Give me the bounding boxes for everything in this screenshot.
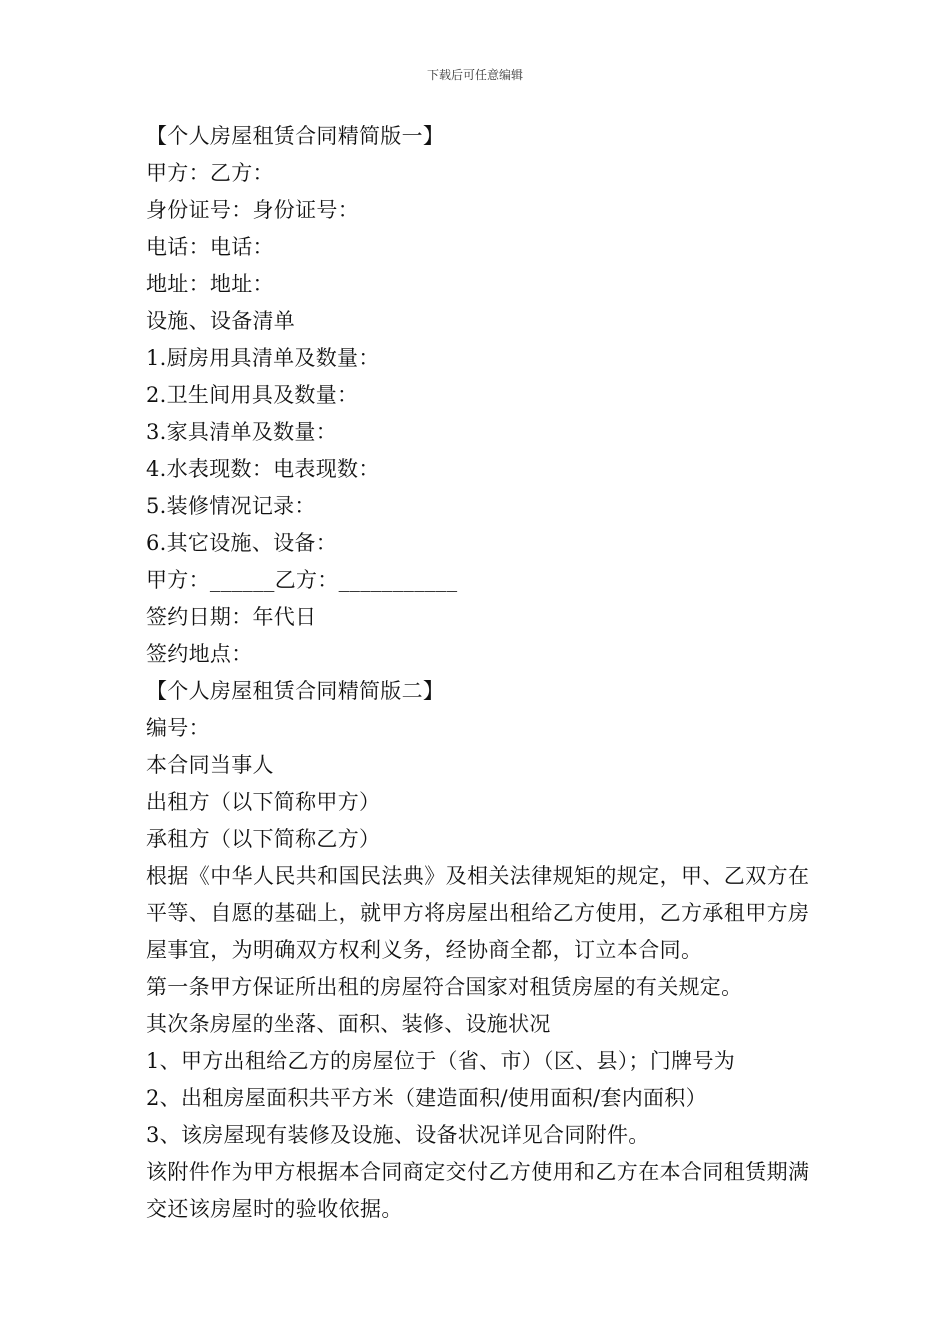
list-item: 3.家具清单及数量： (146, 420, 338, 444)
party-line: 甲方：乙方： (146, 161, 274, 185)
id-line: 身份证号：身份证号： (146, 198, 359, 222)
list-item: 6.其它设施、设备： (146, 531, 338, 555)
list-item: 5.装修情况记录： (146, 494, 316, 518)
list-item: 4.水表现数：电表现数： (146, 457, 380, 481)
sign-date-line: 签约日期：年代日 (146, 605, 317, 629)
section-title-1: 【个人房屋租赁合同精简版一】 (146, 124, 445, 148)
lessor-line: 出租方（以下简称甲方） (146, 790, 381, 814)
document-body (146, 118, 810, 1228)
intro-paragraph: 根据《中华人民共和国民法典》及相关法律规矩的规定，甲、乙双方在平等、自愿的基础上，就甲方将房屋出租给乙方使用，乙方承租甲方房屋事宜，为明确双方权利义务，经协商全都，订立本合同。 (146, 864, 810, 962)
article-1: 第一条甲方保证所出租的房屋符合国家对租赁房屋的有关规定。 (146, 975, 743, 999)
article-2: 其次条房屋的坐落、面积、装修、设施状况 (146, 1012, 551, 1036)
lessee-line: 承租方（以下简称乙方） (146, 827, 381, 851)
header-note: 下载后可任意编辑 (426, 68, 523, 82)
list-item: 3、该房屋现有装修及设施、设备状况详见合同附件。 (146, 1123, 650, 1147)
phone-line: 电话：电话： (146, 235, 274, 259)
list-item: 2、出租房屋面积共平方米（建造面积/使用面积/套内面积） (146, 1086, 707, 1110)
number-line: 编号： (146, 716, 210, 740)
sign-place-line: 签约地点： (146, 642, 253, 666)
equipment-heading: 设施、设备清单 (146, 309, 296, 333)
list-item: 2.卫生间用具及数量： (146, 383, 359, 407)
list-item: 1.厨房用具清单及数量： (146, 346, 380, 370)
signature-line: 甲方：______乙方：___________ (146, 568, 458, 592)
list-item: 1、甲方出租给乙方的房屋位于（省、市）（区、县）；门牌号为 (146, 1049, 736, 1073)
address-line: 地址：地址： (146, 272, 274, 296)
appendix-paragraph: 该附件作为甲方根据本合同商定交付乙方使用和乙方在本合同租赁期满交还该房屋时的验收依据。 (146, 1160, 810, 1221)
section-title-2: 【个人房屋租赁合同精简版二】 (146, 679, 445, 703)
parties-heading: 本合同当事人 (146, 753, 274, 777)
